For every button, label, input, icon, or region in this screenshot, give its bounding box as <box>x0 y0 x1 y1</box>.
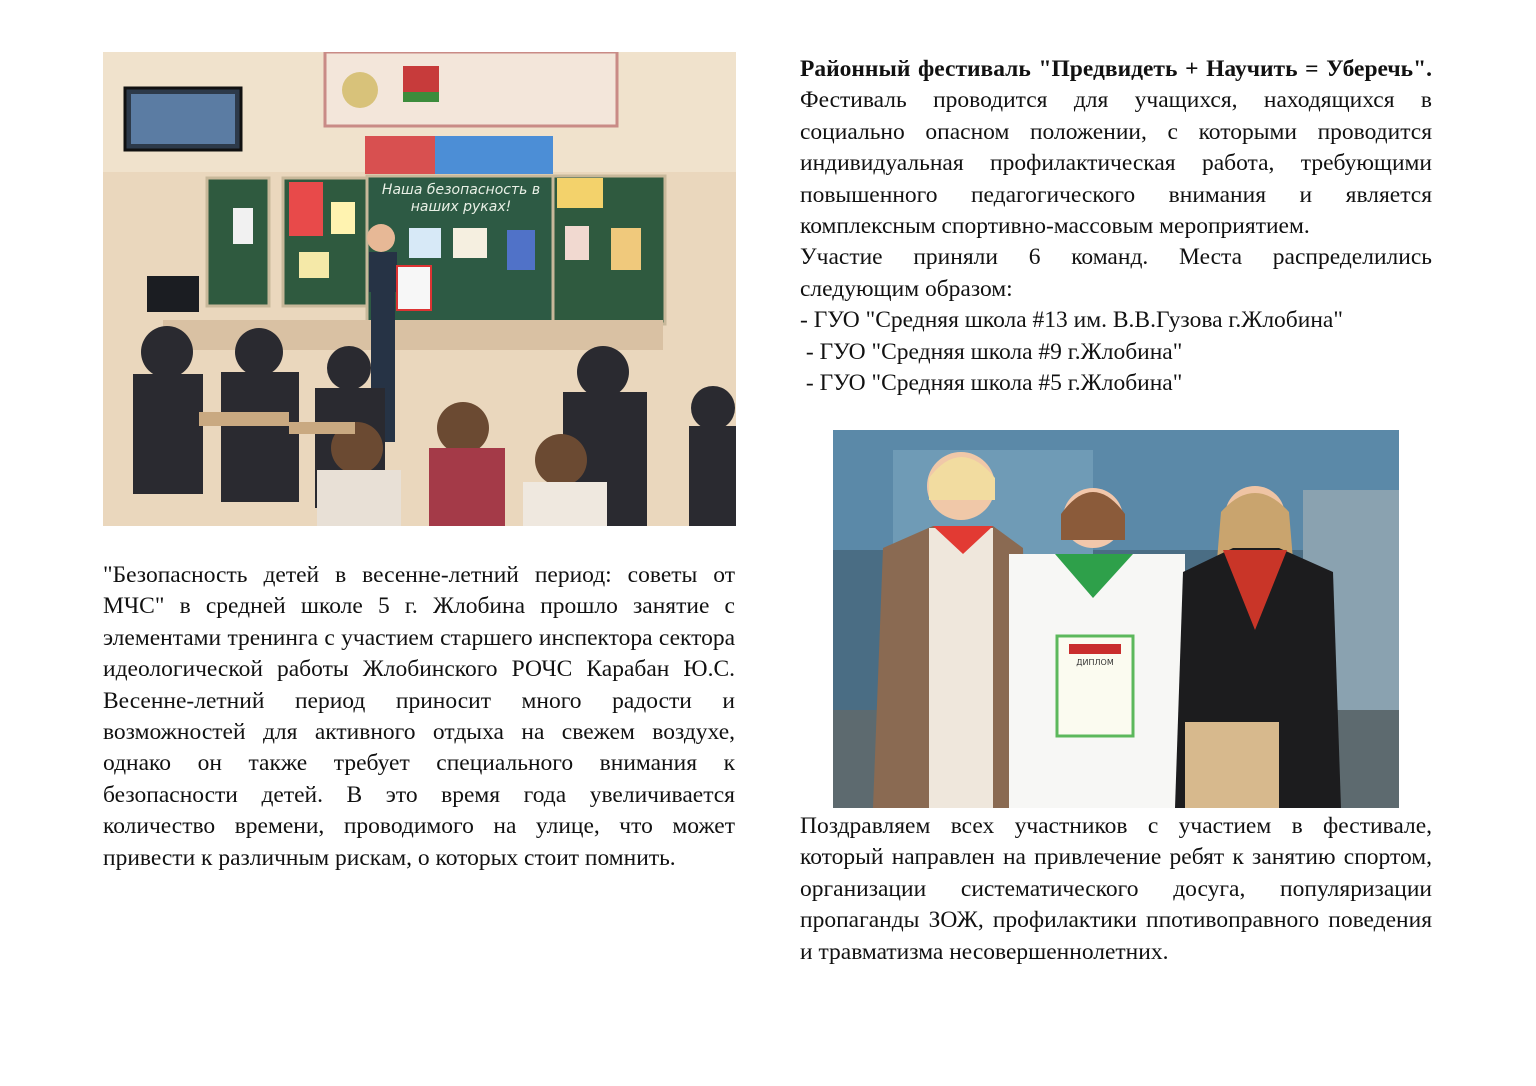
results-list <box>800 305 1432 399</box>
festival-illustration <box>833 430 1399 808</box>
left-article-text <box>103 560 735 874</box>
closing-text <box>800 811 1432 968</box>
list-item: - ГУО "Средняя школа #5 г.Жлобина" <box>800 370 1183 397</box>
festival-article <box>800 54 1432 399</box>
list-item: - ГУО "Средняя школа #9 г.Жлобина" <box>800 338 1183 365</box>
results-intro: Участие приняли 6 команд. Места распределились следующим образом: <box>800 244 1432 302</box>
classroom-photo <box>103 52 736 526</box>
festival-intro: Фестиваль проводится для учащихся, находящихся в социально опасном положении, с которыми проводится индивидуальная профилактическая работа, требующими повышенного педагогического внимания и является комплексным спортивно-массовым мероприятием. <box>800 87 1432 240</box>
list-item: - ГУО "Средняя школа #13 им. В.В.Гузова г.Жлобина" <box>800 307 1343 334</box>
left-article-body: "Безопасность детей в весенне-летний период: советы от МЧС" в средней школе 5 г. Жлобина прошло занятие с элементами тренинга с участием старшего инспектора сектора идеологической работы Жлобинского РОЧС Карабан Ю.С. Весенне-летний период приносит много радости и возможностей для активного отдыха на свежем воздухе, однако он также требует специального внимания к безопасности детей. В это время года увеличивается количество времени, проводимого на улице, что может привести к различным рискам, о которых стоит помнить. <box>103 562 735 871</box>
closing-body: Поздравляем всех участников с участием в фестивале, который направлен на привлечение ребят к занятию спортом, организации систематического досуга, популяризации пропаганды ЗОЖ, профилактики ппотивоправного поведения и травматизма несовершеннолетних. <box>800 813 1432 965</box>
festival-title: Районный фестиваль "Предвидеть + Научить = Уберечь". <box>800 56 1432 82</box>
board-inscription: Наша безопасность в наших руках! <box>381 182 541 215</box>
diploma-label: ДИПЛОМ <box>1076 658 1114 667</box>
festival-photo <box>833 430 1399 808</box>
classroom-illustration <box>103 52 736 526</box>
